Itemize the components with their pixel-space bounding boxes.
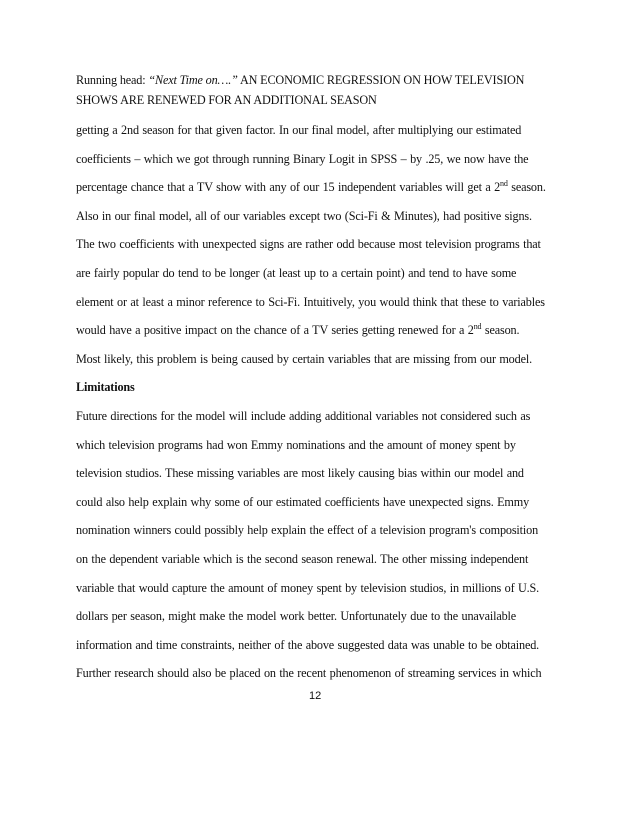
text-line-8-before: would have a positive impact on the chance of a TV series getting renewed for a 2: [76, 323, 474, 338]
text-line-18: dollars per season, might make the model work better. Unfortunately due to the unavailable: [76, 609, 517, 624]
text-line-9: Most likely, this problem is being caused by certain variables that are missing from our model.: [76, 351, 532, 366]
text-line-8-after: season.: [481, 323, 520, 338]
text-line-3-after: season.: [507, 180, 546, 195]
text-line-4: Also in our final model, all of our variables except two (Sci-Fi & Minutes), had positive signs.: [76, 208, 532, 223]
text-line-11: Future directions for the model will include adding additional variables not considered such as: [76, 408, 531, 423]
page-number: 12: [309, 690, 322, 702]
running-head-prefix: Running head:: [76, 73, 149, 87]
text-line-8: [76, 320, 596, 349]
section-heading-limitations: Limitations: [76, 380, 135, 395]
text-line-17: variable that would capture the amount of money spent by television studios, in millions of U.S.: [76, 580, 540, 595]
running-head-italic-title: “Next Time on….”: [148, 73, 238, 87]
text-line-3: [76, 177, 596, 206]
text-line-14: could also help explain why some of our estimated coefficients have unexpected signs. Emmy: [76, 494, 530, 509]
text-line-19: information and time constraints, neither of the above suggested data was unable to be obtained.: [76, 637, 540, 652]
text-line-6: are fairly popular do tend to be longer (at least up to a certain point) and tend to have some: [76, 265, 517, 280]
text-line-20: Further research should also be placed on the recent phenomenon of streaming services in which: [76, 666, 542, 681]
body-text: [76, 120, 596, 692]
running-head: [76, 70, 576, 110]
running-head-title-rest: AN ECONOMIC REGRESSION ON HOW TELEVISION: [237, 73, 525, 87]
text-line-2: coefficients – which we got through running Binary Logit in SPSS – by .25, we now have the: [76, 151, 529, 166]
text-line-16: on the dependent variable which is the second season renewal. The other missing independent: [76, 551, 529, 566]
text-line-13: television studios. These missing variables are most likely causing bias within our model and: [76, 466, 524, 481]
ordinal-superscript: nd: [500, 179, 508, 189]
text-line-3-before: percentage chance that a TV show with any of our 15 independent variables will get a 2: [76, 180, 501, 195]
running-head-line-1: [76, 70, 576, 90]
text-line-5: The two coefficients with unexpected signs are rather odd because most television programs that: [76, 237, 541, 252]
text-line-1: getting a 2nd season for that given factor. In our final model, after multiplying our estimated: [76, 123, 522, 137]
text-line-12: which television programs had won Emmy nominations and the amount of money spent by: [76, 437, 516, 452]
ordinal-superscript: nd: [473, 322, 482, 332]
text-line-7: element or at least a minor reference to Sci-Fi. Intuitively, you would think that these to variables: [76, 294, 545, 309]
running-head-line-2: SHOWS ARE RENEWED FOR AN ADDITIONAL SEASON: [76, 93, 377, 107]
text-line-15: nomination winners could possibly help explain the effect of a television program's composition: [76, 523, 539, 538]
